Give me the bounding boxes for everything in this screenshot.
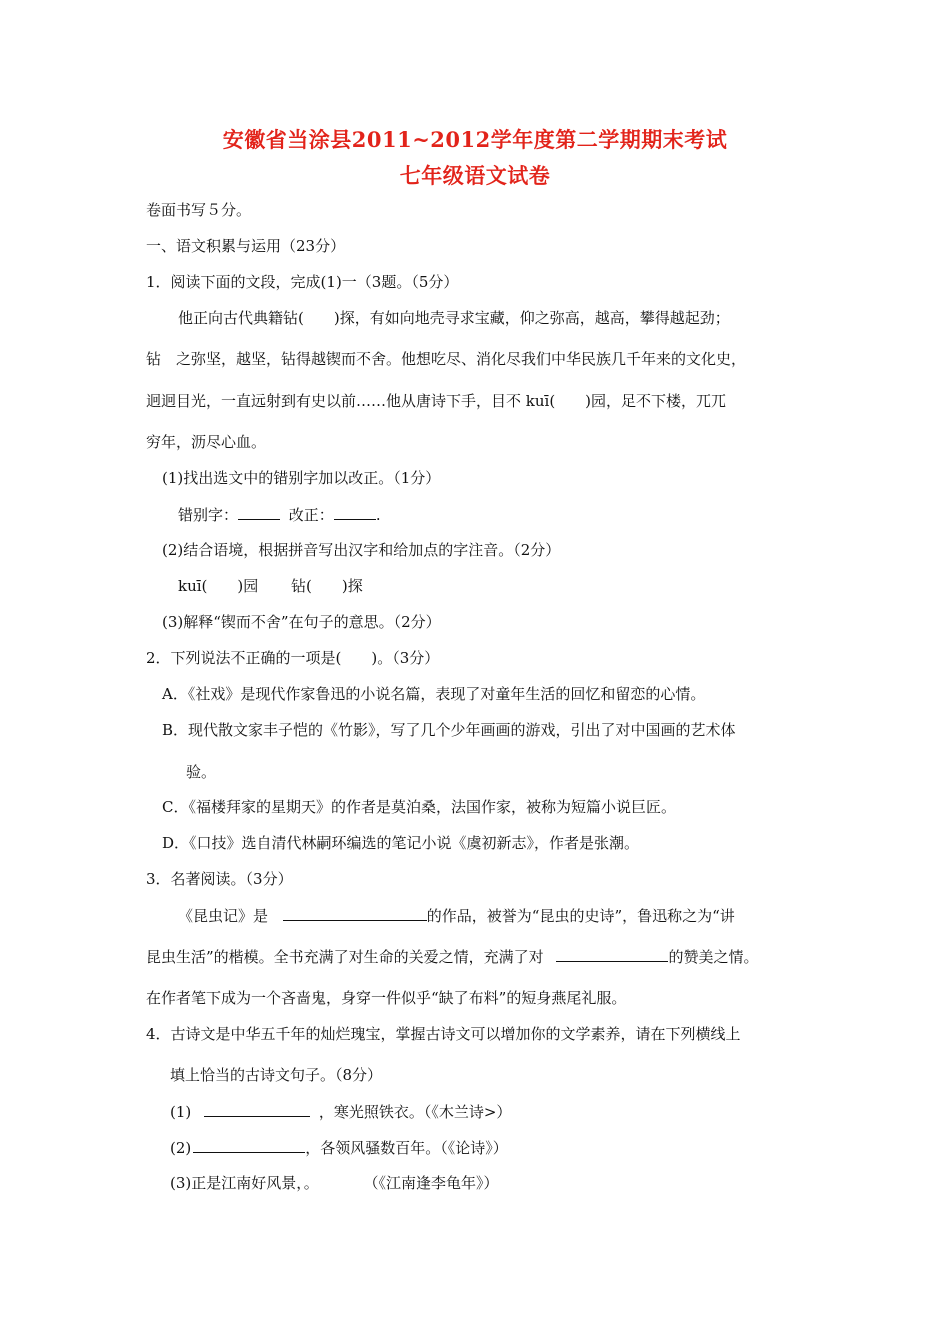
q4-item1-number: (1) bbox=[170, 1103, 192, 1121]
q3-subject-blank[interactable] bbox=[556, 946, 668, 962]
q3-line1-end: 的作品，被誉为“昆虫的史诗”，鲁迅称之为“讲 bbox=[426, 907, 735, 925]
section1-heading: 一、语文积累与运用（23分） bbox=[146, 237, 346, 255]
sub2-item-zuan: 钻( )探 bbox=[291, 577, 363, 595]
q2-option-a: A．《社戏》是现代作家鲁迅的小说名篇，表现了对童年生活的回忆和留恋的心情。 bbox=[162, 685, 706, 703]
sub2-item-kui: kuī( )园 bbox=[178, 577, 259, 595]
q4-stem-line1: 4．古诗文是中华五千年的灿烂瑰宝，掌握古诗文可以增加你的文学素养，请在下列横线上 bbox=[146, 1025, 741, 1043]
q4-item1 bbox=[170, 1101, 511, 1122]
q2-option-b-line2: 验。 bbox=[186, 763, 217, 781]
q4-item2-text: ，各领风骚数百年。（《论诗》） bbox=[305, 1139, 508, 1157]
q3-line2 bbox=[146, 946, 758, 967]
q3-line3: 在作者笔下成为一个吝啬鬼，身穿一件似乎“缺了布料”的短身燕尾礼服。 bbox=[146, 989, 627, 1007]
q1-sub1: (1)找出选文中的错别字加以改正。（1分） bbox=[162, 469, 441, 487]
exam-title-line2: 七年级语文试卷 bbox=[399, 163, 551, 188]
q4-item3-text: (3)正是江南好风景，。 bbox=[170, 1174, 319, 1192]
q4-stem-line2: 填上恰当的古诗文句子。（8分） bbox=[170, 1066, 383, 1084]
q1-passage-line2: 钻 之弥坚，越坚，钻得越锲而不舍。他想吃尽、消化尽我们中华民族几千年来的文化史， bbox=[146, 350, 747, 368]
q2-stem: 2．下列说法不正确的一项是( )。（3分） bbox=[146, 649, 440, 667]
q1-sub2: (2)结合语境，根据拼音写出汉字和给加点的字注音。（2分） bbox=[162, 541, 561, 559]
q4-item2-number: (2) bbox=[170, 1139, 192, 1157]
q3-line2-end: 的赞美之情。 bbox=[668, 948, 759, 966]
q4-item2 bbox=[170, 1137, 508, 1158]
q3-author-blank[interactable] bbox=[283, 905, 427, 921]
q4-item3-source: （《江南逢李龟年》） bbox=[363, 1174, 499, 1192]
wrong-char-blank[interactable] bbox=[238, 504, 280, 520]
fix-label: 改正： bbox=[288, 506, 334, 524]
q4-item2-blank[interactable] bbox=[193, 1137, 305, 1153]
fix-blank[interactable] bbox=[334, 504, 376, 520]
q2-option-b-line1: B．现代散文家丰子恺的《竹影》，写了几个少年画画的游戏，引出了对中国画的艺术体 bbox=[162, 721, 736, 739]
q3-stem: 3．名著阅读。（3分） bbox=[146, 870, 293, 888]
q3-line1 bbox=[178, 905, 735, 926]
q1-passage-line3: 迥迥目光，一直远射到有史以前……他从唐诗下手，目不 kuī( )园，足不下楼，兀兀 bbox=[146, 392, 727, 410]
wrong-char-label: 错别字： bbox=[178, 506, 239, 524]
q2-option-d: D．《口技》选自清代林嗣环编选的笔记小说《虞初新志》，作者是张潮。 bbox=[162, 834, 640, 852]
q2-option-c: C．《福楼拜家的星期天》的作者是莫泊桑，法国作家，被称为短篇小说巨匠。 bbox=[162, 798, 676, 816]
q4-item1-blank[interactable] bbox=[204, 1101, 310, 1117]
q3-line2-start: 昆虫生活”的楷模。全书充满了对生命的关爱之情，充满了对 bbox=[146, 948, 544, 966]
q4-item1-text: ，寒光照铁衣。（《木兰诗>） bbox=[318, 1103, 512, 1121]
q3-line1-start: 《昆虫记》是 bbox=[178, 907, 269, 925]
q1-passage-line4: 穷年，沥尽心血。 bbox=[146, 433, 267, 451]
q1-sub1-answer-row bbox=[178, 504, 381, 525]
q1-sub2-items bbox=[178, 576, 363, 596]
fix-end-mark: . bbox=[375, 506, 381, 524]
q1-passage-line1: 他正向古代典籍钻( )探，有如向地壳寻求宝藏，仰之弥高，越高，攀得越起劲； bbox=[178, 309, 730, 327]
q1-stem: 1．阅读下面的文段，完成(1)一（3题。（5分） bbox=[146, 273, 459, 291]
q4-item3 bbox=[170, 1173, 499, 1193]
intro-text: 卷面书写５分。 bbox=[146, 201, 252, 219]
exam-title-line1: 安徽省当涂县2011~2012学年度第二学期期末考试 bbox=[222, 127, 728, 152]
q1-sub3: (3)解释“锲而不舍”在句子的意思。（2分） bbox=[162, 613, 441, 631]
